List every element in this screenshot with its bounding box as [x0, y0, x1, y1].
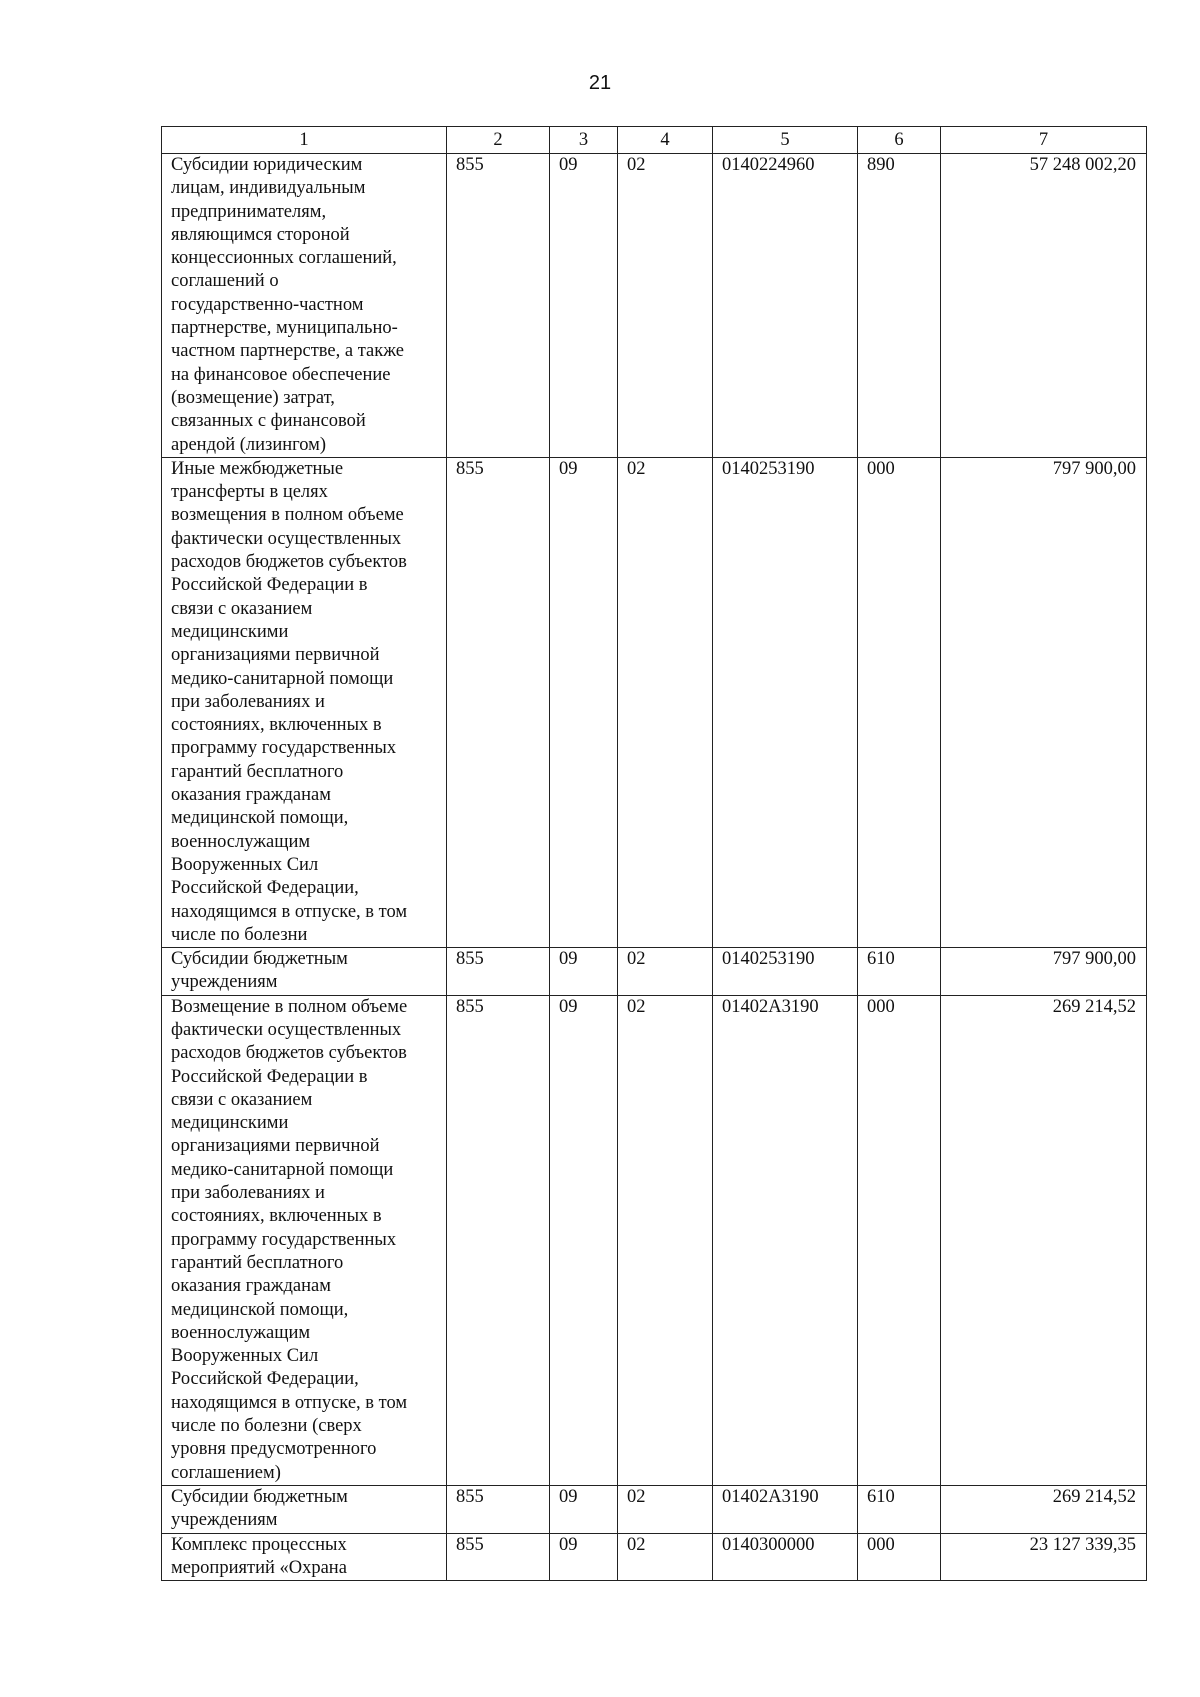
item-name-cell — [162, 995, 447, 1485]
item-name-line: концессионных соглашений, — [171, 248, 397, 269]
item-name-line: медико-санитарной помощи — [171, 668, 394, 689]
item-name-line: уровня предусмотренного — [171, 1439, 377, 1460]
item-name-line: при заболеваниях и — [171, 691, 325, 712]
item-name-line: медико-санитарной помощи — [171, 1159, 394, 1180]
chapter-code-cell: 09 — [550, 948, 618, 996]
chapter-code-cell: 09 — [550, 995, 618, 1485]
item-name-line: Субсидии бюджетным — [171, 949, 348, 970]
item-name-line: оказания гражданам — [171, 1276, 331, 1297]
item-name-line: соглашением) — [171, 1462, 281, 1483]
item-name-line: Комплекс процессных — [171, 1534, 347, 1555]
target-article-cell: 0140253190 — [713, 457, 858, 947]
item-name-line: военнослужащим — [171, 831, 311, 852]
item-name-line: лицам, индивидуальным — [171, 178, 366, 199]
table-row — [162, 457, 1147, 947]
item-name-line: Субсидии бюджетным — [171, 1486, 348, 1507]
item-name-line: Российской Федерации, — [171, 1369, 359, 1390]
chapter-code-cell: 09 — [550, 457, 618, 947]
item-name-line: числе по болезни (сверх — [171, 1416, 362, 1437]
chapter-code-cell: 09 — [550, 1533, 618, 1581]
expense-type-cell: 000 — [858, 457, 941, 947]
item-name-line: учреждениям — [171, 1510, 278, 1531]
section-code-cell: 855 — [447, 457, 550, 947]
expense-type-cell: 000 — [858, 1533, 941, 1581]
item-name-line: гарантий бесплатного — [171, 1252, 344, 1273]
item-name-line: Вооруженных Сил — [171, 1346, 319, 1367]
item-name-line: Возмещение в полном объеме — [171, 996, 408, 1017]
section-code-cell: 855 — [447, 154, 550, 458]
item-name-cell — [162, 1533, 447, 1581]
amount-cell: 57 248 002,20 — [941, 154, 1147, 458]
table-header-row — [162, 127, 1147, 154]
item-name-line: соглашений о — [171, 271, 279, 292]
item-name-line: медицинскими — [171, 621, 289, 642]
target-article-cell: 01402А3190 — [713, 995, 858, 1485]
table-body — [162, 154, 1147, 1581]
table-row — [162, 995, 1147, 1485]
column-header: 3 — [550, 127, 618, 154]
item-name-line: на финансовое обеспечение — [171, 364, 391, 385]
amount-cell: 269 214,52 — [941, 1485, 1147, 1533]
item-name-line: программу государственных — [171, 1229, 397, 1250]
table-row — [162, 1533, 1147, 1581]
amount-cell: 23 127 339,35 — [941, 1533, 1147, 1581]
item-name-line: партнерстве, муниципально- — [171, 318, 398, 339]
subchapter-code-cell: 02 — [618, 457, 713, 947]
subchapter-code-cell: 02 — [618, 154, 713, 458]
target-article-cell: 0140224960 — [713, 154, 858, 458]
item-name-line: фактически осуществленных — [171, 528, 402, 549]
amount-cell: 797 900,00 — [941, 948, 1147, 996]
item-name-line: связи с оказанием — [171, 1089, 313, 1110]
item-name-line: при заболеваниях и — [171, 1183, 325, 1204]
item-name-line: предпринимателям, — [171, 201, 327, 222]
amount-cell: 269 214,52 — [941, 995, 1147, 1485]
item-name-line: учреждениям — [171, 972, 278, 993]
expense-type-cell: 610 — [858, 1485, 941, 1533]
table-row — [162, 154, 1147, 458]
item-name-line: медицинской помощи, — [171, 808, 349, 829]
item-name-line: гарантий бесплатного — [171, 761, 344, 782]
subchapter-code-cell: 02 — [618, 1533, 713, 1581]
table-row — [162, 948, 1147, 996]
chapter-code-cell: 09 — [550, 154, 618, 458]
item-name-line: Вооруженных Сил — [171, 854, 319, 875]
item-name-line: мероприятий «Охрана — [171, 1557, 347, 1578]
item-name-line: состояниях, включенных в — [171, 1206, 382, 1227]
item-name-line: частном партнерстве, а также — [171, 341, 404, 362]
subchapter-code-cell: 02 — [618, 948, 713, 996]
item-name-line: возмещения в полном объеме — [171, 505, 404, 526]
item-name-cell — [162, 154, 447, 458]
item-name-line: Российской Федерации в — [171, 575, 368, 596]
section-code-cell: 855 — [447, 1485, 550, 1533]
item-name-line: состояниях, включенных в — [171, 715, 382, 736]
item-name-line: организациями первичной — [171, 645, 380, 666]
item-name-line: организациями первичной — [171, 1136, 380, 1157]
item-name-line: Российской Федерации, — [171, 878, 359, 899]
item-name-line: государственно-частном — [171, 294, 364, 315]
item-name-line: находящимся в отпуске, в том — [171, 1392, 408, 1413]
subchapter-code-cell: 02 — [618, 1485, 713, 1533]
target-article-cell: 0140300000 — [713, 1533, 858, 1581]
item-name-line: числе по болезни — [171, 924, 308, 945]
item-name-line: арендой (лизингом) — [171, 434, 327, 455]
subchapter-code-cell: 02 — [618, 995, 713, 1485]
item-name-line: оказания гражданам — [171, 785, 331, 806]
item-name-line: являющимся стороной — [171, 224, 350, 245]
column-header: 7 — [941, 127, 1147, 154]
column-header: 4 — [618, 127, 713, 154]
chapter-code-cell: 09 — [550, 1485, 618, 1533]
budget-table — [161, 126, 1147, 1581]
column-header: 1 — [162, 127, 447, 154]
column-header: 5 — [713, 127, 858, 154]
target-article-cell: 0140253190 — [713, 948, 858, 996]
item-name-line: находящимся в отпуске, в том — [171, 901, 408, 922]
item-name-line: программу государственных — [171, 738, 397, 759]
item-name-line: военнослужащим — [171, 1322, 311, 1343]
item-name-line: медицинской помощи, — [171, 1299, 349, 1320]
item-name-line: (возмещение) затрат, — [171, 387, 335, 408]
item-name-line: расходов бюджетов субъектов — [171, 552, 407, 573]
section-code-cell: 855 — [447, 948, 550, 996]
amount-cell: 797 900,00 — [941, 457, 1147, 947]
item-name-cell — [162, 1485, 447, 1533]
column-header: 2 — [447, 127, 550, 154]
expense-type-cell: 890 — [858, 154, 941, 458]
target-article-cell: 01402А3190 — [713, 1485, 858, 1533]
section-code-cell: 855 — [447, 1533, 550, 1581]
item-name-line: Российской Федерации в — [171, 1066, 368, 1087]
expense-type-cell: 610 — [858, 948, 941, 996]
item-name-line: связанных с финансовой — [171, 411, 366, 432]
section-code-cell: 855 — [447, 995, 550, 1485]
item-name-cell — [162, 948, 447, 996]
table-row — [162, 1485, 1147, 1533]
item-name-line: Субсидии юридическим — [171, 155, 363, 175]
item-name-line: связи с оказанием — [171, 598, 313, 619]
item-name-line: фактически осуществленных — [171, 1019, 402, 1040]
item-name-line: Иные межбюджетные — [171, 458, 344, 479]
item-name-cell — [162, 457, 447, 947]
column-header: 6 — [858, 127, 941, 154]
item-name-line: трансферты в целях — [171, 482, 328, 503]
expense-type-cell: 000 — [858, 995, 941, 1485]
item-name-line: расходов бюджетов субъектов — [171, 1043, 407, 1064]
item-name-line: медицинскими — [171, 1113, 289, 1134]
page-number: 21 — [588, 72, 612, 94]
